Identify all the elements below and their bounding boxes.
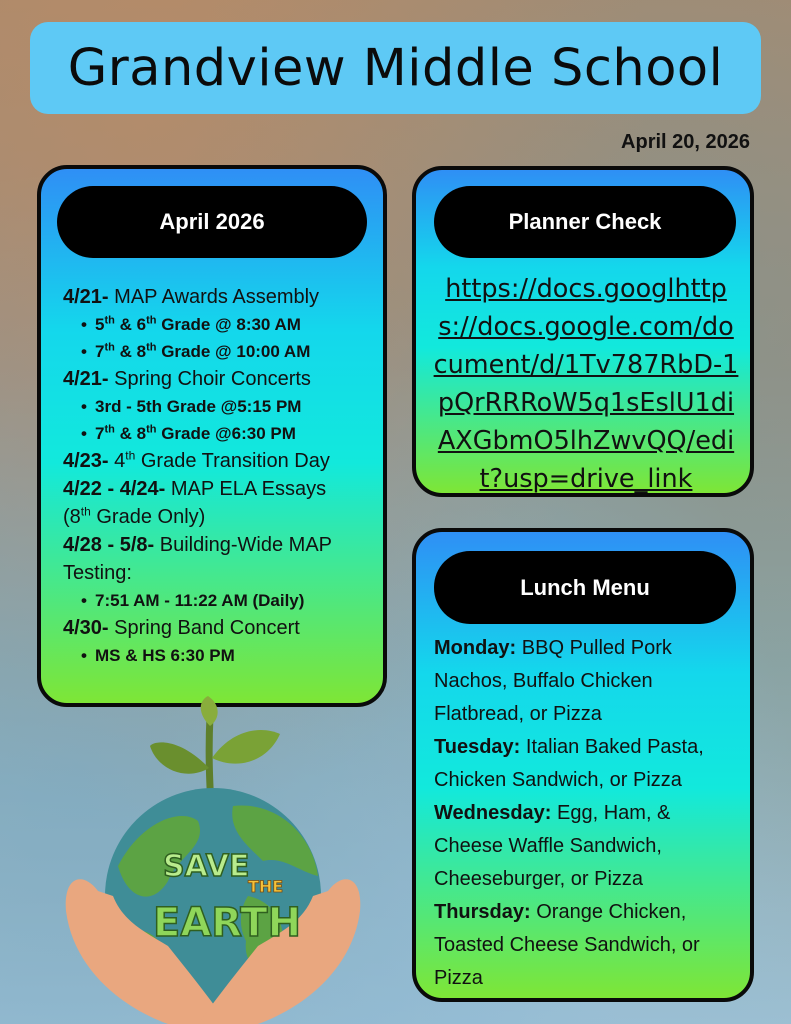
event-item: 4/23- 4th Grade Transition Day xyxy=(63,448,330,472)
event-sub-list xyxy=(63,642,383,669)
april-card-title: April 2026 xyxy=(57,186,367,258)
leaf-icon xyxy=(212,730,280,764)
event-sub-list xyxy=(63,393,383,447)
event-sub-item: • MS & HS 6:30 PM xyxy=(81,642,383,669)
menu-day: Tuesday: Italian Baked Pasta, Chicken Sandwich, or Pizza xyxy=(434,736,704,791)
planner-link[interactable]: https://docs.googlhttps://docs.google.com/document/d/1Tv787RbD-1pQrRRRoW5q1sEslU1diAXGbmO5lhZwvQQ/edit?usp=drive_link xyxy=(433,274,739,494)
event-list xyxy=(63,283,383,669)
lunch-menu-list xyxy=(434,632,744,995)
leaf-icon xyxy=(201,696,218,726)
save-word: SAVE xyxy=(163,849,250,884)
event-item: 4/21- MAP Awards Assembly xyxy=(63,286,320,308)
lunch-card-title: Lunch Menu xyxy=(434,551,736,624)
event-sub-item: • 7th & 8th Grade @6:30 PM xyxy=(81,420,383,447)
menu-day: Wednesday: Egg, Ham, & Cheese Waffle Sandwich, Cheeseburger, or Pizza xyxy=(434,802,671,890)
leaf-icon xyxy=(150,742,209,773)
event-sub-item: • 7:51 AM - 11:22 AM (Daily) xyxy=(81,587,383,614)
event-item: 4/30- Spring Band Concert xyxy=(63,617,300,639)
school-name: Grandview Middle School xyxy=(67,38,724,98)
april-events-card xyxy=(37,165,387,707)
save-the-earth-graphic xyxy=(58,696,368,1024)
event-sub-item: • 3rd - 5th Grade @5:15 PM xyxy=(81,393,383,420)
planner-card-title: Planner Check xyxy=(434,186,736,258)
event-item: 4/22 - 4/24- MAP ELA Essays (8th Grade Only) xyxy=(63,478,327,528)
event-item: 4/21- Spring Choir Concerts xyxy=(63,368,311,390)
event-sub-list xyxy=(63,587,383,614)
planner-check-card xyxy=(412,166,754,497)
event-item: 4/28 - 5/8- Building-Wide MAP Testing: xyxy=(63,534,332,584)
newsletter-date: April 20, 2026 xyxy=(621,131,750,153)
event-sub-item: • 5th & 6th Grade @ 8:30 AM xyxy=(81,311,383,338)
event-sub-list xyxy=(63,311,383,365)
the-word: THE xyxy=(248,877,284,896)
earth-word: EARTH xyxy=(153,900,302,946)
menu-day: Monday: BBQ Pulled Pork Nachos, Buffalo Chicken Flatbread, or Pizza xyxy=(434,637,672,725)
lunch-menu-card xyxy=(412,528,754,1002)
title-banner xyxy=(30,22,761,114)
event-sub-item: • 7th & 8th Grade @ 10:00 AM xyxy=(81,338,383,365)
menu-day: Thursday: Orange Chicken, Toasted Cheese Sandwich, or Pizza xyxy=(434,901,700,989)
